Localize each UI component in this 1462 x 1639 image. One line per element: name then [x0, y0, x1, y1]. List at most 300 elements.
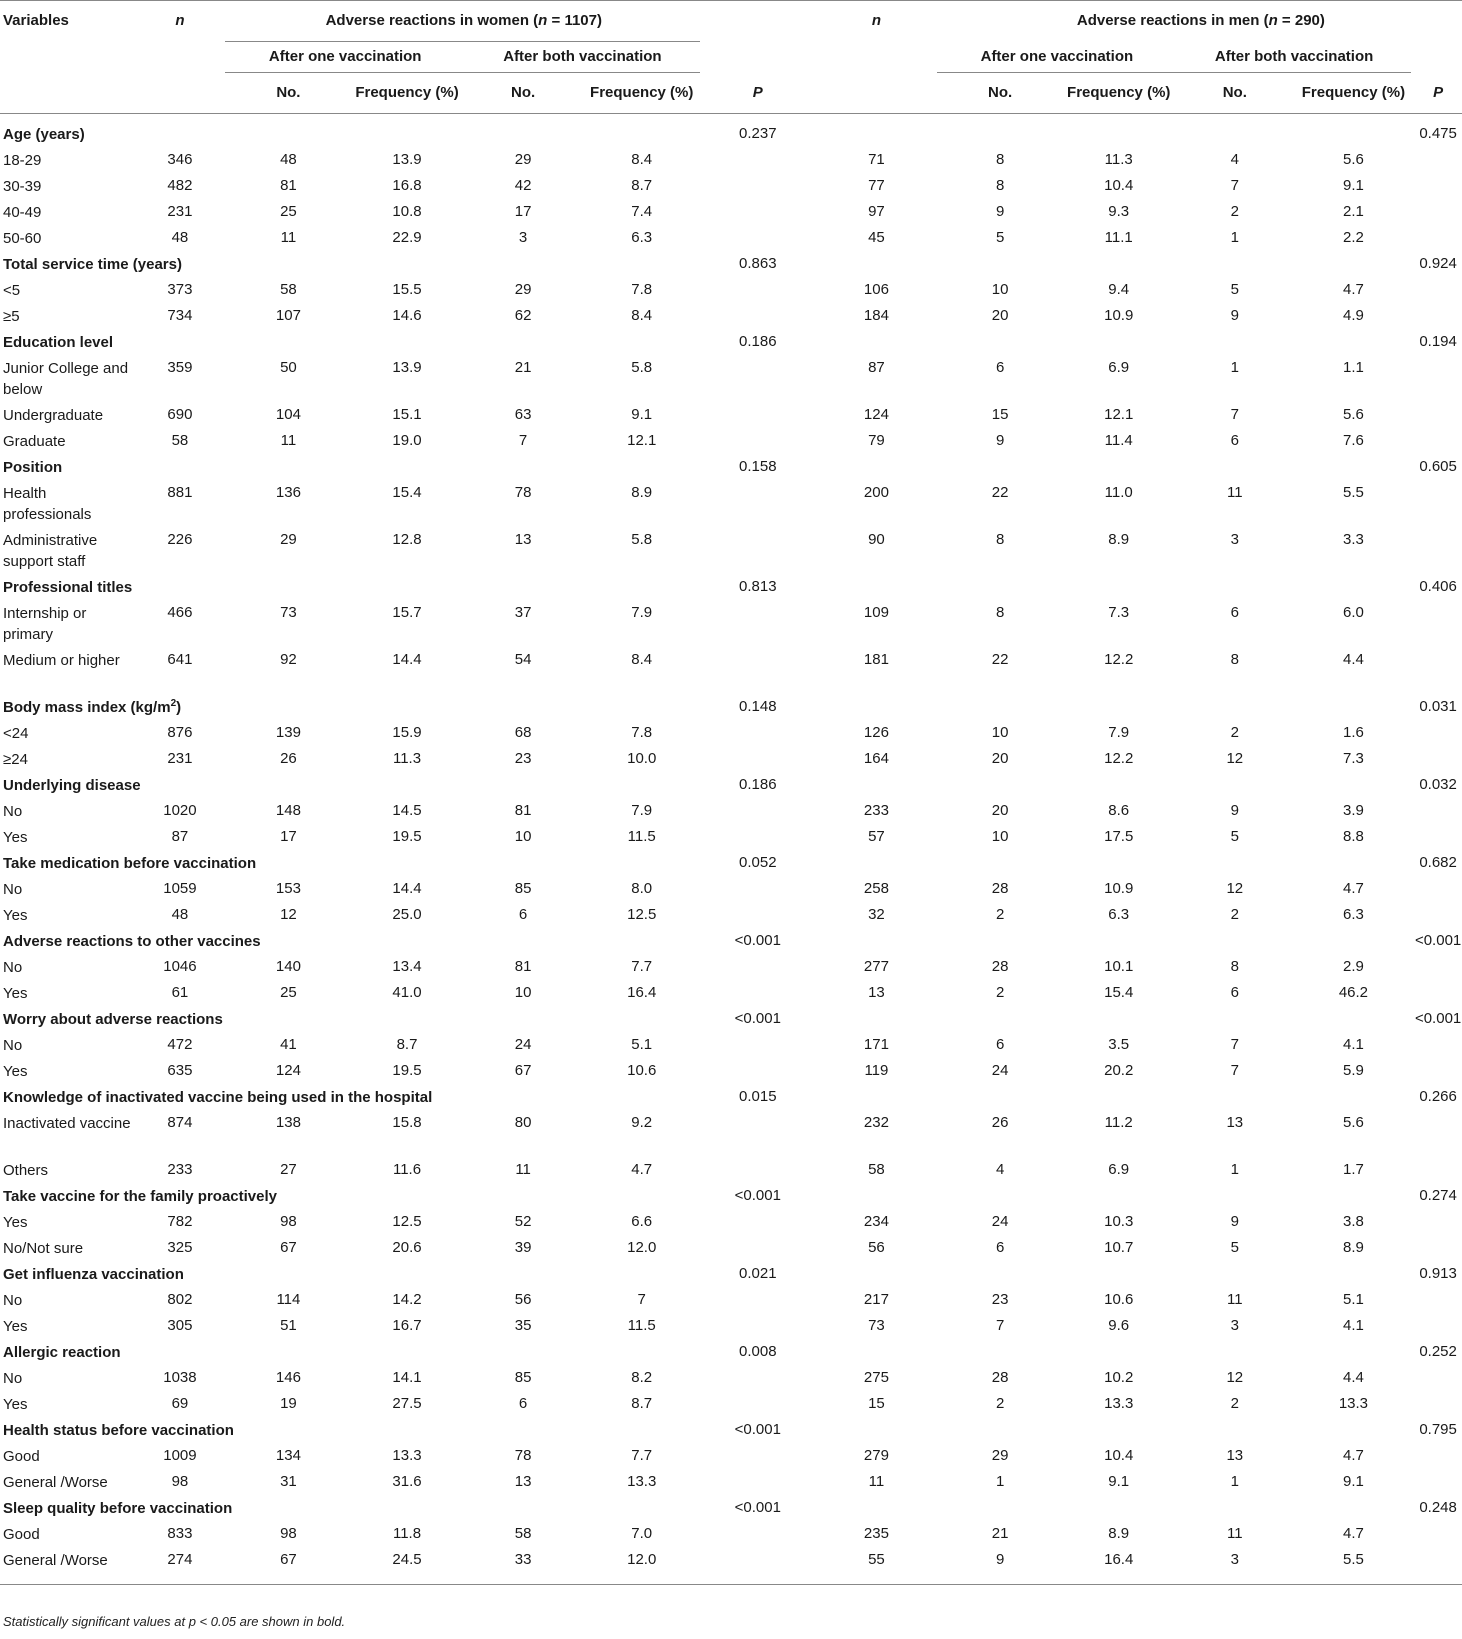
no-men-one: 7	[995, 1317, 1005, 1334]
n-men: 106	[863, 281, 889, 298]
n-women: 881	[167, 484, 193, 501]
header-frequency: Frequency (%)	[1301, 84, 1406, 101]
no-men-one: 28	[991, 880, 1009, 897]
p-value-men: 0.605	[1419, 458, 1457, 475]
freq-men-both: 5.5	[1342, 484, 1364, 501]
freq-women-both: 8.4	[631, 307, 653, 324]
p-value-women: <0.001	[734, 1499, 781, 1516]
freq-women-both: 5.8	[631, 531, 653, 548]
freq-women-both: 7.4	[631, 203, 653, 220]
freq-women-both: 7.7	[631, 1447, 653, 1464]
no-men-both: 1	[1230, 229, 1239, 246]
no-women-both: 10	[514, 828, 532, 845]
n-men: 13	[868, 984, 885, 1001]
table-row	[0, 723, 1462, 749]
category-row	[0, 1342, 1462, 1368]
freq-men-both: 4.7	[1342, 281, 1364, 298]
p-value-men: 0.252	[1419, 1343, 1457, 1360]
freq-men-both: 8.8	[1342, 828, 1364, 845]
no-men-one: 22	[991, 484, 1009, 501]
p-value-women: 0.186	[739, 776, 777, 793]
table-row	[0, 749, 1462, 775]
no-men-both: 4	[1230, 151, 1239, 168]
category-label: Adverse reactions to other vaccines	[3, 933, 261, 950]
freq-men-both: 9.1	[1342, 177, 1364, 194]
no-women-one: 67	[280, 1551, 297, 1568]
freq-women-one: 15.7	[392, 604, 422, 621]
no-men-one: 9	[995, 203, 1005, 220]
p-value-women: 0.863	[739, 255, 777, 272]
table-row	[0, 801, 1462, 827]
header-no: No.	[1222, 84, 1247, 101]
freq-women-one: 15.5	[392, 281, 422, 298]
freq-men-one: 7.9	[1108, 724, 1130, 741]
p-value-men: 0.266	[1419, 1088, 1457, 1105]
row-label: Graduate	[3, 433, 66, 450]
freq-women-both: 7.7	[631, 958, 653, 975]
row-label: <24	[3, 725, 29, 742]
no-women-one: 41	[280, 1036, 297, 1053]
no-men-one: 21	[991, 1525, 1009, 1542]
no-men-one: 5	[995, 229, 1005, 246]
freq-men-both: 4.4	[1342, 651, 1364, 668]
freq-women-one: 15.4	[392, 484, 422, 501]
no-men-one: 2	[995, 984, 1005, 1001]
no-women-one: 124	[275, 1062, 301, 1079]
no-women-one: 17	[280, 828, 297, 845]
no-women-one: 140	[275, 958, 301, 975]
n-women: 1038	[163, 1369, 197, 1386]
no-men-one: 6	[995, 1036, 1005, 1053]
freq-women-one: 13.4	[392, 958, 422, 975]
no-women-one: 26	[280, 750, 297, 767]
freq-women-one: 25.0	[392, 906, 422, 923]
header-women-after-one: After one vaccination	[225, 42, 462, 73]
freq-women-one: 14.1	[392, 1369, 422, 1386]
no-men-both: 1	[1230, 359, 1239, 376]
category-row	[0, 775, 1462, 801]
freq-men-one: 12.1	[1104, 406, 1134, 423]
freq-men-one: 11.2	[1104, 1114, 1133, 1131]
p-value-women: 0.186	[739, 333, 777, 350]
freq-men-one: 6.9	[1108, 1161, 1130, 1178]
n-women: 1046	[163, 958, 197, 975]
n-women: 325	[167, 1239, 193, 1256]
freq-women-both: 12.5	[627, 906, 657, 923]
header-row-3	[0, 73, 1462, 114]
table-row	[0, 879, 1462, 905]
freq-men-both: 1.6	[1342, 724, 1364, 741]
freq-men-both: 3.3	[1342, 531, 1364, 548]
freq-men-both: 5.6	[1342, 1114, 1364, 1131]
no-women-one: 25	[280, 984, 297, 1001]
no-women-both: 78	[514, 484, 532, 501]
freq-women-both: 11.5	[627, 1317, 656, 1334]
no-men-one: 4	[995, 1161, 1005, 1178]
freq-women-one: 27.5	[392, 1395, 422, 1412]
n-men: 275	[863, 1369, 889, 1386]
table-row	[0, 827, 1462, 853]
n-women: 802	[167, 1291, 193, 1308]
n-women: 833	[167, 1525, 193, 1542]
row-label: Junior College and below	[3, 360, 129, 398]
table-row	[0, 1316, 1462, 1342]
freq-men-one: 8.9	[1108, 1525, 1130, 1542]
freq-women-one: 16.7	[392, 1317, 422, 1334]
table-row	[0, 176, 1462, 202]
p-value-men: 0.682	[1419, 854, 1457, 871]
freq-women-both: 7.8	[631, 724, 653, 741]
no-women-both: 81	[514, 802, 532, 819]
freq-women-one: 14.6	[392, 307, 422, 324]
n-women: 231	[167, 203, 193, 220]
no-men-both: 2	[1230, 1395, 1239, 1412]
category-label: Health status before vaccination	[3, 1422, 234, 1439]
no-men-both: 9	[1230, 307, 1239, 324]
no-men-both: 7	[1230, 406, 1239, 423]
row-label: General /Worse	[3, 1552, 108, 1569]
no-men-one: 1	[995, 1473, 1005, 1490]
no-women-one: 29	[280, 531, 297, 548]
category-label: Education level	[3, 334, 114, 351]
n-women: 1059	[163, 880, 197, 897]
n-men: 234	[863, 1213, 889, 1230]
table-row	[0, 1394, 1462, 1420]
freq-men-one: 6.3	[1108, 906, 1130, 923]
footnote: Statistically significant values at p < 0.05 are shown in bold.	[3, 1614, 346, 1629]
category-label: Take vaccine for the family proactively	[3, 1188, 278, 1205]
no-women-one: 136	[275, 484, 301, 501]
freq-men-one: 15.4	[1104, 984, 1134, 1001]
header-n-women: n	[175, 12, 185, 30]
row-label: Yes	[3, 985, 28, 1002]
no-men-one: 20	[991, 802, 1009, 819]
freq-men-one: 11.0	[1104, 484, 1133, 501]
no-men-one: 8	[995, 151, 1005, 168]
freq-women-both: 9.2	[631, 1114, 653, 1131]
freq-men-both: 4.9	[1342, 307, 1364, 324]
no-men-both: 2	[1230, 203, 1239, 220]
no-men-both: 11	[1227, 1525, 1243, 1542]
freq-men-one: 10.4	[1104, 1447, 1134, 1464]
n-men: 57	[868, 828, 885, 845]
n-men: 171	[863, 1036, 889, 1053]
table-row	[0, 603, 1462, 650]
no-men-one: 15	[991, 406, 1009, 423]
category-row	[0, 853, 1462, 879]
p-value-women: <0.001	[734, 1010, 781, 1027]
freq-women-both: 12.0	[627, 1551, 657, 1568]
n-women: 58	[171, 432, 189, 449]
freq-women-both: 5.8	[631, 359, 653, 376]
no-men-both: 7	[1230, 1062, 1239, 1079]
freq-men-one: 8.9	[1108, 531, 1130, 548]
p-value-men: 0.248	[1419, 1499, 1457, 1516]
table-row	[0, 1035, 1462, 1061]
category-label: Position	[3, 459, 63, 476]
n-women: 635	[167, 1062, 193, 1079]
freq-women-one: 8.7	[396, 1036, 418, 1053]
category-label: Get influenza vaccination	[3, 1266, 184, 1283]
freq-women-both: 12.0	[627, 1239, 657, 1256]
freq-men-one: 10.2	[1104, 1369, 1134, 1386]
n-women: 305	[167, 1317, 193, 1334]
freq-women-both: 8.2	[631, 1369, 653, 1386]
p-value-men: 0.924	[1419, 255, 1457, 272]
table-row	[0, 1550, 1462, 1585]
no-men-both: 5	[1230, 828, 1239, 845]
no-men-both: 6	[1230, 984, 1239, 1001]
freq-women-one: 11.6	[392, 1161, 422, 1178]
freq-women-one: 15.8	[392, 1114, 422, 1131]
header-men: Adverse reactions in men (n = 290)	[1076, 12, 1325, 30]
category-label: Professional titles	[3, 579, 133, 596]
no-men-both: 2	[1230, 906, 1239, 923]
p-value-men: <0.001	[1414, 1010, 1462, 1027]
p-value-men: 0.274	[1419, 1187, 1457, 1204]
row-label: Good	[3, 1448, 40, 1465]
freq-women-one: 12.5	[392, 1213, 422, 1230]
table-row	[0, 1446, 1462, 1472]
category-row	[0, 1009, 1462, 1035]
no-women-one: 11	[280, 229, 297, 246]
header-frequency: Frequency (%)	[590, 84, 694, 101]
p-value-women: 0.052	[739, 854, 777, 871]
no-women-one: 134	[275, 1447, 301, 1464]
freq-women-one: 31.6	[392, 1473, 422, 1490]
freq-men-both: 7.3	[1342, 750, 1364, 767]
no-men-both: 3	[1230, 531, 1239, 548]
n-men: 235	[863, 1525, 889, 1542]
no-men-both: 5	[1230, 1239, 1239, 1256]
freq-men-both: 1.7	[1342, 1161, 1364, 1178]
row-label: <5	[3, 282, 21, 299]
no-women-both: 23	[514, 750, 532, 767]
no-women-both: 13	[514, 1473, 532, 1490]
row-label: No	[3, 881, 23, 898]
no-men-one: 8	[995, 531, 1005, 548]
freq-men-one: 12.2	[1104, 750, 1134, 767]
p-value-women: 0.015	[739, 1088, 777, 1105]
n-women: 61	[171, 984, 189, 1001]
row-label: No	[3, 803, 23, 820]
table-row	[0, 1113, 1462, 1160]
n-women: 373	[167, 281, 193, 298]
row-label: 18-29	[3, 152, 42, 169]
n-men: 119	[864, 1062, 889, 1079]
n-women: 466	[167, 604, 193, 621]
freq-women-one: 20.6	[392, 1239, 422, 1256]
row-label: Health professionals	[3, 485, 92, 523]
no-men-both: 6	[1230, 604, 1239, 621]
category-label: Worry about adverse reactions	[3, 1011, 223, 1028]
no-women-one: 12	[280, 906, 297, 923]
category-row	[0, 697, 1462, 723]
no-men-one: 2	[995, 1395, 1005, 1412]
row-label: Administrative support staff	[3, 532, 98, 570]
category-row	[0, 114, 1462, 151]
table-row	[0, 280, 1462, 306]
category-label: Body mass index $(kg/m^2)$	[3, 698, 182, 716]
table-row	[0, 1212, 1462, 1238]
row-label: General /Worse	[3, 1474, 108, 1491]
no-women-one: 58	[280, 281, 297, 298]
no-women-one: 148	[275, 802, 301, 819]
no-women-both: 63	[514, 406, 532, 423]
n-women: 782	[167, 1213, 193, 1230]
freq-men-both: 6.0	[1342, 604, 1364, 621]
n-women: 482	[167, 177, 193, 194]
n-women: 87	[171, 828, 189, 845]
no-men-one: 28	[991, 1369, 1009, 1386]
n-men: 184	[863, 307, 889, 324]
freq-men-both: 6.3	[1342, 906, 1364, 923]
freq-men-one: 3.5	[1108, 1036, 1130, 1053]
n-men: 15	[868, 1395, 885, 1412]
n-women: 233	[167, 1161, 193, 1178]
no-women-both: 7	[518, 432, 528, 449]
row-label: ≥24	[3, 751, 28, 768]
freq-men-both: 46.2	[1338, 984, 1369, 1001]
category-row	[0, 457, 1462, 483]
no-women-both: 39	[514, 1239, 532, 1256]
no-men-one: 24	[991, 1062, 1009, 1079]
p-value-men: 0.406	[1419, 578, 1457, 595]
p-value-women: <0.001	[734, 932, 781, 949]
row-label: No	[3, 959, 23, 976]
category-row	[0, 1264, 1462, 1290]
row-label: Inactivated vaccine	[3, 1115, 131, 1132]
freq-women-both: 6.3	[631, 229, 653, 246]
freq-men-both: 4.7	[1342, 880, 1364, 897]
no-men-both: 9	[1230, 1213, 1239, 1230]
no-women-both: 29	[514, 281, 532, 298]
header-p-men: P	[1433, 83, 1444, 101]
freq-women-both: 8.4	[631, 151, 653, 168]
header-p-women: P	[752, 83, 763, 101]
freq-women-both: 10.6	[627, 1062, 657, 1079]
n-men: 258	[863, 880, 889, 897]
no-men-both: 1	[1230, 1161, 1239, 1178]
row-label: ≥5	[3, 308, 20, 325]
freq-men-both: 13.3	[1338, 1395, 1369, 1412]
no-women-both: 54	[514, 651, 532, 668]
freq-men-one: 7.3	[1108, 604, 1130, 621]
header-frequency: Frequency (%)	[355, 84, 459, 101]
freq-women-both: 5.1	[631, 1036, 653, 1053]
freq-men-one: 9.1	[1108, 1473, 1130, 1490]
freq-men-both: 2.9	[1342, 958, 1364, 975]
table-row	[0, 1368, 1462, 1394]
p-value-women: <0.001	[734, 1187, 781, 1204]
category-label: Age (years)	[3, 126, 85, 143]
freq-women-both: 9.1	[631, 406, 653, 423]
no-men-both: 1	[1230, 1473, 1239, 1490]
category-row	[0, 1087, 1462, 1113]
table-row	[0, 1061, 1462, 1087]
freq-women-both: 7.8	[631, 281, 653, 298]
n-women: 874	[167, 1114, 193, 1131]
table-row	[0, 905, 1462, 931]
no-women-both: 80	[514, 1114, 532, 1131]
no-women-both: 68	[514, 724, 532, 741]
freq-men-one: 10.4	[1104, 177, 1134, 194]
n-women: 231	[167, 750, 193, 767]
n-women: 359	[167, 359, 193, 376]
no-women-one: 92	[280, 651, 297, 668]
p-value-men: 0.194	[1419, 333, 1457, 350]
no-women-one: 146	[275, 1369, 301, 1386]
no-men-one: 26	[991, 1114, 1009, 1131]
freq-men-one: 13.3	[1104, 1395, 1134, 1412]
table-row	[0, 228, 1462, 254]
freq-men-one: 10.9	[1104, 880, 1134, 897]
no-men-both: 8	[1230, 651, 1239, 668]
freq-women-one: 11.3	[392, 750, 422, 767]
no-women-one: 114	[276, 1291, 301, 1308]
freq-men-both: 1.1	[1342, 359, 1364, 376]
header-men-after-one: After one vaccination	[937, 42, 1174, 73]
no-women-both: 17	[514, 203, 532, 220]
n-men: 87	[868, 359, 885, 376]
freq-men-one: 17.5	[1104, 828, 1134, 845]
freq-men-both: 5.5	[1342, 1551, 1364, 1568]
n-men: 200	[863, 484, 889, 501]
no-women-both: 11	[515, 1161, 531, 1178]
no-women-both: 21	[514, 359, 532, 376]
table-row	[0, 1290, 1462, 1316]
row-label: 40-49	[3, 204, 42, 221]
row-label: 30-39	[3, 178, 42, 195]
p-value-women: 0.237	[739, 125, 777, 142]
no-men-one: 23	[991, 1291, 1009, 1308]
no-men-both: 9	[1230, 802, 1239, 819]
category-label: Knowledge of inactivated vaccine being used in the hospital	[3, 1089, 433, 1106]
n-women: 346	[167, 151, 193, 168]
n-women: 69	[171, 1395, 189, 1412]
row-label: Good	[3, 1526, 40, 1543]
no-women-one: 73	[280, 604, 297, 621]
n-men: 32	[868, 906, 885, 923]
table-row	[0, 405, 1462, 431]
freq-men-both: 7.6	[1342, 432, 1364, 449]
p-value-women: 0.148	[739, 698, 777, 715]
table-row	[0, 983, 1462, 1009]
no-men-both: 3	[1230, 1551, 1239, 1568]
no-women-one: 50	[280, 359, 297, 376]
row-label: Internship or primary	[3, 605, 87, 643]
no-women-one: 31	[280, 1473, 297, 1490]
header-no: No.	[276, 84, 301, 101]
n-men: 164	[863, 750, 889, 767]
no-men-one: 28	[991, 958, 1009, 975]
category-label: Total service time (years)	[3, 256, 182, 273]
row-label: No	[3, 1292, 23, 1309]
row-label: Yes	[3, 1214, 28, 1231]
no-men-one: 6	[995, 1239, 1005, 1256]
freq-women-both: 4.7	[631, 1161, 653, 1178]
no-women-both: 42	[514, 177, 532, 194]
freq-women-one: 14.4	[392, 880, 422, 897]
freq-women-one: 11.8	[392, 1525, 422, 1542]
table-row	[0, 1524, 1462, 1550]
n-women: 734	[167, 307, 193, 324]
no-women-both: 52	[514, 1213, 532, 1230]
freq-women-one: 14.5	[392, 802, 422, 819]
freq-women-one: 24.5	[392, 1551, 422, 1568]
n-men: 45	[868, 229, 885, 246]
p-value-men: 0.795	[1419, 1421, 1457, 1438]
